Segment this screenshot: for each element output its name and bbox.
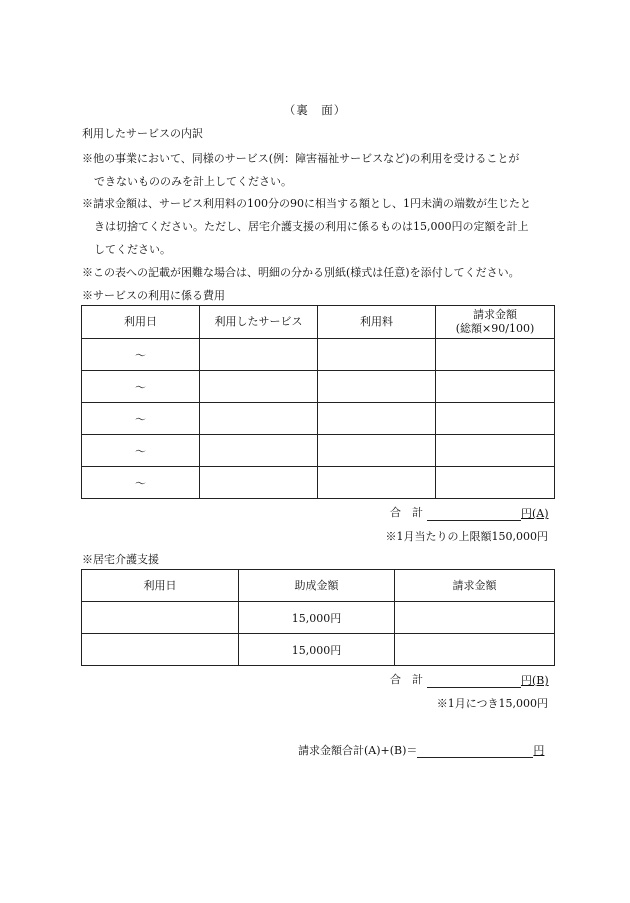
header-claim-amount: 請求金額 [395,570,555,602]
total-a-field[interactable] [427,506,549,521]
header-subsidy-amount: 助成金額 [239,570,395,602]
total-b-input-line[interactable] [427,673,521,688]
claim-cell[interactable] [436,467,555,499]
total-b-field[interactable] [427,673,549,688]
service-cost-table [81,305,555,499]
claim-cell[interactable] [436,403,555,435]
service-table-caption: ※サービスの利用に係る費用 [82,289,225,302]
note-line-5: してください。 [94,243,171,256]
note-line-3: ※請求金額は、サービス利用料の100分の90に相当する額とし、1円未満の端数が生じたと [82,197,531,210]
table-row [82,634,555,666]
subsidy-cell: 15,000円 [239,602,395,634]
date-cell[interactable]: ～ [82,339,200,371]
date-cell[interactable]: ～ [82,435,200,467]
grand-total-field[interactable] [298,743,544,758]
table-row [82,602,555,634]
note-line-1: ※他の事業において、同様のサービス(例：障害福祉サービスなど)の利用を受けることが [82,152,520,165]
header-service-used: 利用したサービス [200,306,318,339]
claim-cell[interactable] [436,435,555,467]
service-cell[interactable] [200,435,318,467]
fee-cell[interactable] [318,339,436,371]
table-row [82,339,555,371]
total-b-unit: 円(B) [521,674,549,687]
header-claim-amount-formula: (総額×90/100) [455,322,535,335]
table-header-row [82,570,555,602]
grand-total-input-line[interactable] [417,743,533,758]
fee-cell[interactable] [318,371,436,403]
claim-cell[interactable] [395,634,555,666]
header-claim-amount-label: 請求金額 [473,308,517,321]
header-usage-date: 利用日 [82,570,239,602]
total-a-unit: 円(A) [521,507,549,520]
total-b-limit-note: ※1月につき15,000円 [436,697,548,710]
table-row [82,403,555,435]
header-usage-fee: 利用料 [318,306,436,339]
table-row [82,467,555,499]
fee-cell[interactable] [318,403,436,435]
table-header-row [82,306,555,339]
claim-cell[interactable] [436,339,555,371]
date-cell[interactable]: ～ [82,371,200,403]
date-cell[interactable]: ～ [82,403,200,435]
total-a-label: 合 計 [390,506,423,519]
date-cell[interactable] [82,634,239,666]
claim-cell[interactable] [395,602,555,634]
page-title: （裏 面） [283,103,347,117]
note-line-2: できないもののみを計上してください。 [94,175,292,188]
fee-cell[interactable] [318,467,436,499]
section-heading: 利用したサービスの内訳 [82,127,203,140]
total-b-label: 合 計 [390,673,423,686]
total-a-input-line[interactable] [427,506,521,521]
care-table-caption: ※居宅介護支援 [82,553,159,566]
service-cell[interactable] [200,467,318,499]
header-usage-date: 利用日 [82,306,200,339]
fee-cell[interactable] [318,435,436,467]
total-a-limit-note: ※1月当たりの上限額150,000円 [385,530,548,543]
grand-total-unit: 円 [533,744,545,757]
table-row [82,371,555,403]
subsidy-cell: 15,000円 [239,634,395,666]
claim-cell[interactable] [436,371,555,403]
service-cell[interactable] [200,371,318,403]
note-line-4: きは切捨てください。ただし、居宅介護支援の利用に係るものは15,000円の定額を計上 [94,220,529,233]
date-cell[interactable] [82,602,239,634]
date-cell[interactable]: ～ [82,467,200,499]
header-claim-amount [436,306,555,339]
service-cell[interactable] [200,339,318,371]
note-line-6: ※この表への記載が困難な場合は、明細の分かる別紙(様式は任意)を添付してください。 [82,266,520,279]
home-care-support-table [81,569,555,666]
table-row [82,435,555,467]
service-cell[interactable] [200,403,318,435]
grand-total-label: 請求金額合計(A)+(B)＝ [298,744,418,757]
